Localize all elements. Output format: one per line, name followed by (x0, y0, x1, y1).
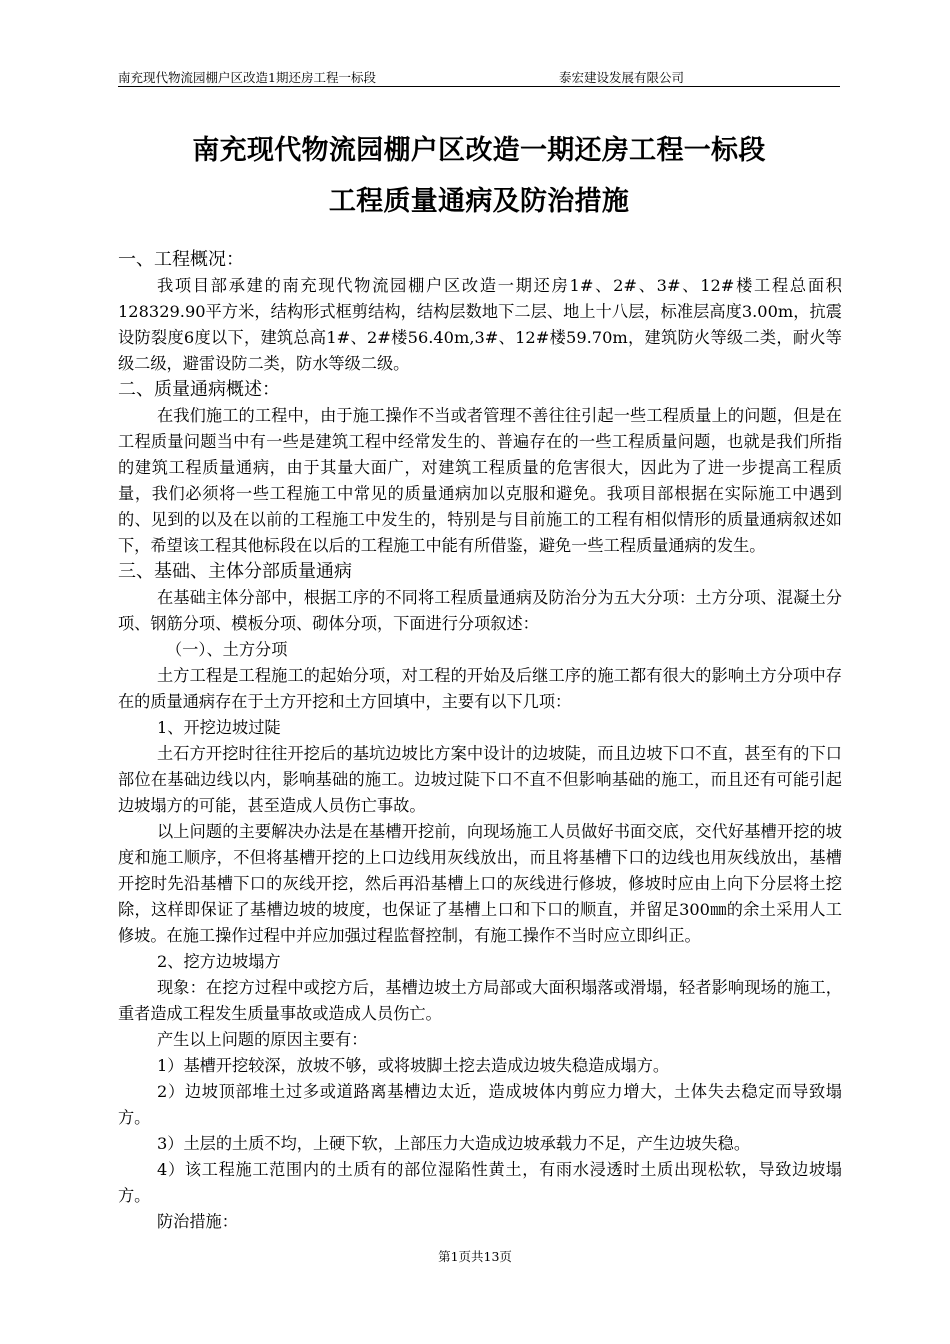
list-item: 3）土层的土质不均，上硬下软，上部压力大造成边坡承载力不足，产生边坡失稳。 (157, 1134, 751, 1153)
paragraph: 我项目部承建的南充现代物流园棚户区改造一期还房1#、2#、3#、12#楼工程总面积128329.90平方米，结构形式框剪结构，结构层数地下二层、地上十八层，标准层高度3.00m，抗震设防裂度6度以下，建筑总高1#、2#楼56.40m,3#、12#楼59.70m，建筑防火等级二类，耐火等级二级，避雷设防二类，防水等级二级。 (118, 276, 842, 373)
paragraph: 以上问题的主要解决办法是在基槽开挖前，向现场施工人员做好书面交底，交代好基槽开挖的坡度和施工顺序，不但将基槽开挖的上口边线用灰线放出，而且将基槽下口的边线也用灰线放出，基槽开挖时先沿基槽下口的灰线开挖，然后再沿基槽上口的灰线进行修坡，修坡时应由上向下分层将土挖除，这样即保证了基槽边坡的坡度，也保证了基槽上口和下口的顺直，并留足300㎜的余土采用人工修坡。在施工操作过程中并应加强过程监督控制，有施工操作不当时应立即纠正。 (118, 822, 842, 945)
item-heading: 2、挖方边坡塌方 (157, 952, 281, 971)
paragraph: 产生以上问题的原因主要有： (157, 1030, 368, 1049)
section-heading-overview: 一、工程概况： (118, 249, 244, 270)
page-number: 第1页共13页 (438, 1249, 512, 1264)
document-title-line1: 南充现代物流园棚户区改造一期还房工程一标段 (192, 135, 766, 166)
paragraph: 在我们施工的工程中，由于施工操作不当或者管理不善往往引起一些工程质量上的问题，但是在工程质量问题当中有一些是建筑工程中经常发生的、普遍存在的一些工程质量问题，也就是我们所指的建筑工程质量通病，由于其量大面广，对建筑工程质量的危害很大，因此为了进一步提高工程质量，我们必须将一些工程施工中常见的质量通病加以克服和避免。我项目部根据在实际施工中遇到的、见到的以及在以前的工程施工中发生的，特别是与目前施工的工程有相似情形的质量通病叙述如下，希望该工程其他标段在以后的工程施工中能有所借鉴，避免一些工程质量通病的发生。 (118, 406, 842, 555)
paragraph: 现象：在挖方过程中或挖方后，基槽边坡土方局部或大面积塌落或滑塌，轻者影响现场的施工，重者造成工程发生质量事故或造成人员伤亡。 (118, 978, 842, 1023)
list-item: 2）边坡顶部堆土过多或道路离基槽边太近，造成坡体内剪应力增大，土体失去稳定而导致塌方。 (118, 1082, 842, 1127)
document-title-line2: 工程质量通病及防治措施 (328, 186, 630, 217)
paragraph: 防治措施： (157, 1212, 238, 1231)
section-heading-foundation: 三、基础、主体分部质量通病 (118, 561, 352, 582)
header-project-name: 南充现代物流园棚户区改造1期还房工程一标段 (118, 70, 376, 85)
list-item: 4）该工程施工范围内的土质有的部位湿陷性黄土，有雨水浸透时土质出现松软，导致边坡塌方。 (118, 1160, 842, 1205)
subsection-heading-earthwork: （一）、土方分项 (166, 640, 288, 659)
document-body (118, 247, 842, 1235)
page-header (118, 64, 840, 87)
list-item: 1）基槽开挖较深，放坡不够，或将坡脚土挖去造成边坡失稳造成塌方。 (157, 1056, 670, 1075)
paragraph: 土石方开挖时往往开挖后的基坑边坡比方案中设计的边坡陡，而且边坡下口不直，甚至有的下口部位在基础边线以内，影响基础的施工。边坡过陡下口不直不但影响基础的施工，而且还有可能引起边坡塌方的可能，甚至造成人员伤亡事故。 (118, 744, 842, 815)
header-company-name: 泰宏建设发展有限公司 (559, 70, 685, 85)
paragraph: 在基础主体分部中，根据工序的不同将工程质量通病及防治分为五大分项：土方分项、混凝土分项、钢筋分项、模板分项、砌体分项，下面进行分项叙述： (118, 588, 842, 633)
paragraph: 土方工程是工程施工的起始分项，对工程的开始及后继工序的施工都有很大的影响土方分项中存在的质量通病存在于土方开挖和土方回填中，主要有以下几项： (118, 666, 842, 711)
item-heading: 1、开挖边坡过陡 (157, 718, 281, 737)
section-heading-quality-defects: 二、质量通病概述： (118, 379, 280, 400)
